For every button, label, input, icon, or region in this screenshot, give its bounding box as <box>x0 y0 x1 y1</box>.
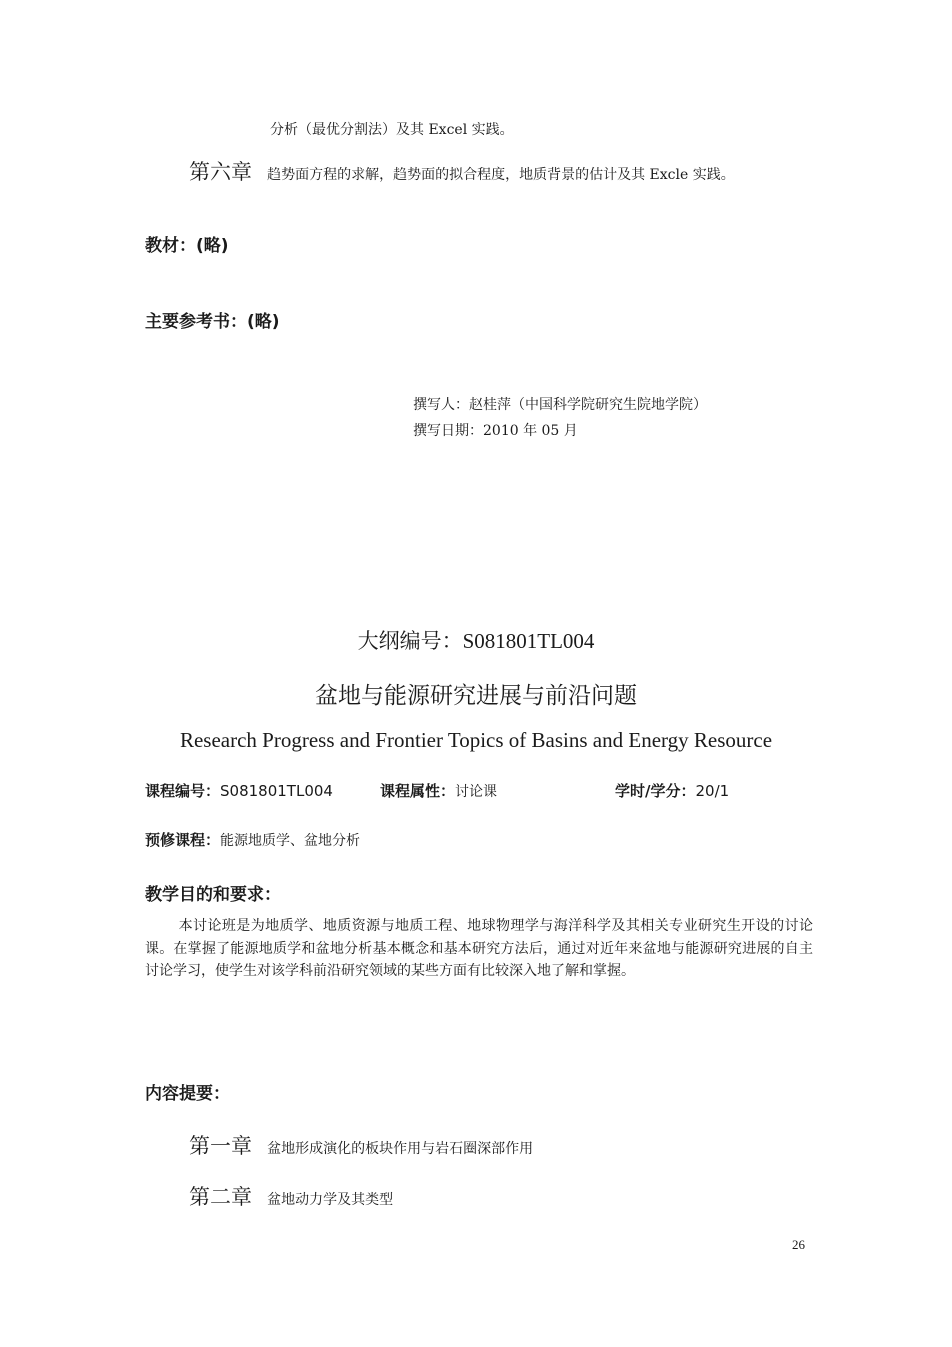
chapter-1-label: 第一章 <box>189 1134 252 1158</box>
chapter-2 <box>189 1181 393 1211</box>
course-hours-label: 学时/学分： <box>615 782 696 800</box>
objectives-heading: 教学目的和要求： <box>145 885 281 905</box>
course-hours-value: 20/1 <box>695 782 730 800</box>
syllabus-number: 大纲编号：S081801TL004 <box>357 629 595 653</box>
chapter-2-label: 第二章 <box>189 1185 252 1209</box>
course-code-label: 课程编号： <box>145 782 221 800</box>
course-type <box>380 780 497 801</box>
prerequisites-label: 预修课程： <box>145 831 221 849</box>
course-title-cn: 盆地与能源研究进展与前沿问题 <box>315 683 637 709</box>
textbook-heading: 教材：(略) <box>145 236 229 256</box>
continuation-line: 分析（最优分割法）及其 Excel 实践。 <box>270 122 514 138</box>
chapter-1 <box>189 1130 533 1160</box>
course-hours <box>615 780 729 801</box>
content-heading: 内容提要： <box>145 1084 230 1104</box>
course-code-value: S081801TL004 <box>220 782 333 800</box>
chapter-1-text: 盆地形成演化的板块作用与岩石圈深部作用 <box>267 1141 534 1157</box>
objectives-paragraph: 本讨论班是为地质学、地质资源与地质工程、地球物理学与海洋科学及其相关专业研究生开设的讨论课。在掌握了能源地质学和盆地分析基本概念和基本研究方法后，通过对近年来盆地与能源研究进展的自主讨论学习，使学生对该学科前沿研究领域的某些方面有比较深入地了解和掌握。 <box>145 918 813 979</box>
chapter-2-text: 盆地动力学及其类型 <box>267 1192 394 1208</box>
course-code <box>145 780 333 801</box>
prerequisites <box>145 829 360 850</box>
course-title-en: Research Progress and Frontier Topics of Basins and Energy Resource <box>179 728 773 752</box>
chapter-6-text: 趋势面方程的求解，趋势面的拟合程度，地质背景的估计及其 Excle 实践。 <box>267 167 735 183</box>
references-heading: 主要参考书：(略) <box>145 312 280 332</box>
author-line: 撰写人：赵桂萍（中国科学院研究生院地学院） <box>413 397 707 413</box>
course-type-value: 讨论课 <box>455 784 498 800</box>
chapter-6-label: 第六章 <box>189 160 252 184</box>
course-type-label: 课程属性： <box>380 782 456 800</box>
date-line: 撰写日期：2010 年 05 月 <box>413 423 578 439</box>
chapter-6 <box>189 156 735 186</box>
prerequisites-value: 能源地质学、盆地分析 <box>220 833 361 849</box>
page-number: 26 <box>792 1237 805 1252</box>
